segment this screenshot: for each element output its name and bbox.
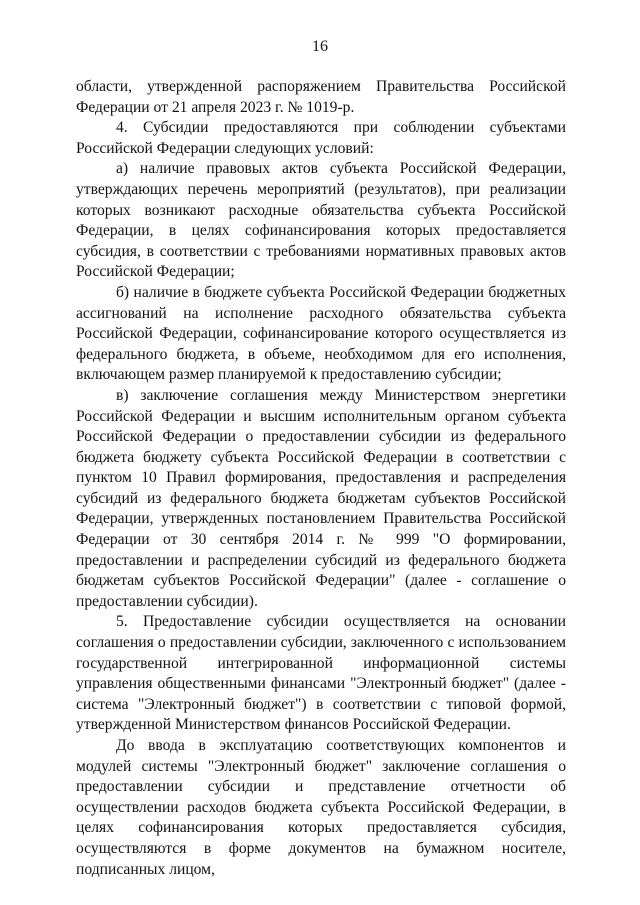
paragraph-subclause-a: а) наличие правовых актов субъекта Российской Федерации, утверждающих перечень мероприятий (результатов), при реализации которых возникают расходные обязательства субъекта Российской Федерации, в целях софинансирования которых предоставляется субсидия, в соответствии с требованиями нормативных правовых актов Российской Федерации; (76, 160, 566, 281)
paragraph-subclause-b: б) наличие в бюджете субъекта Российской Федерации бюджетных ассигнований на исполнение расходного обязательства субъекта Российской Федерации, софинансирование которого осуществляется из федерального бюджета, в объеме, необходимом для его исполнения, включающем размер планируемой к предоставлению субсидии; (76, 283, 566, 384)
paragraph-clause-5: 5. Предоставление субсидии осуществляется на основании соглашения о предоставлении субсидии, заключенного с использованием государственной интегрированной информационной системы управления общественными финансами "Электронный бюджет" (далее - система "Электронный бюджет") в соответствии с типовой формой, утвержденной Министерством финансов Российской Федерации. (76, 613, 566, 734)
paragraph-clause-4: 4. Субсидии предоставляются при соблюдении субъектами Российской Федерации следующих условий: (76, 119, 566, 157)
paragraph-subclause-v: в) заключение соглашения между Министерством энергетики Российской Федерации и высшим исполнительным органом субъекта Российской Федерации о предоставлении субсидии из федерального бюджета бюджету субъекта Российской Федерации в соответствии с пунктом 10 Правил формирования, предоставления и распределения субсидий из федерального бюджета бюджетам субъектов Российской Федерации, утвержденных постановлением Правительства Российской Федерации от 30 сентября 2014 г. № 999 "О формировании, предоставлении и распределении субсидий из федерального бюджета бюджетам субъектов Российской Федерации" (далее - соглашение о предоставлении субсидии). (76, 386, 566, 610)
page-number: 16 (312, 38, 328, 55)
document-body (76, 77, 566, 880)
paragraph-continuation: области, утвержденной распоряжением Правительства Российской Федерации от 21 апреля 2023 г. № 1019-р. (76, 78, 566, 116)
paragraph-clause-5-continued: До ввода в эксплуатацию соответствующих компонентов и модулей системы "Электронный бюджет" заключение соглашения о предоставлении субсидии и представление отчетности об осуществлении расходов бюджета субъекта Российской Федерации, в целях софинансирования которых предоставляется субсидия, осуществляются в форме документов на бумажном носителе, подписанных лицом, (76, 737, 566, 878)
